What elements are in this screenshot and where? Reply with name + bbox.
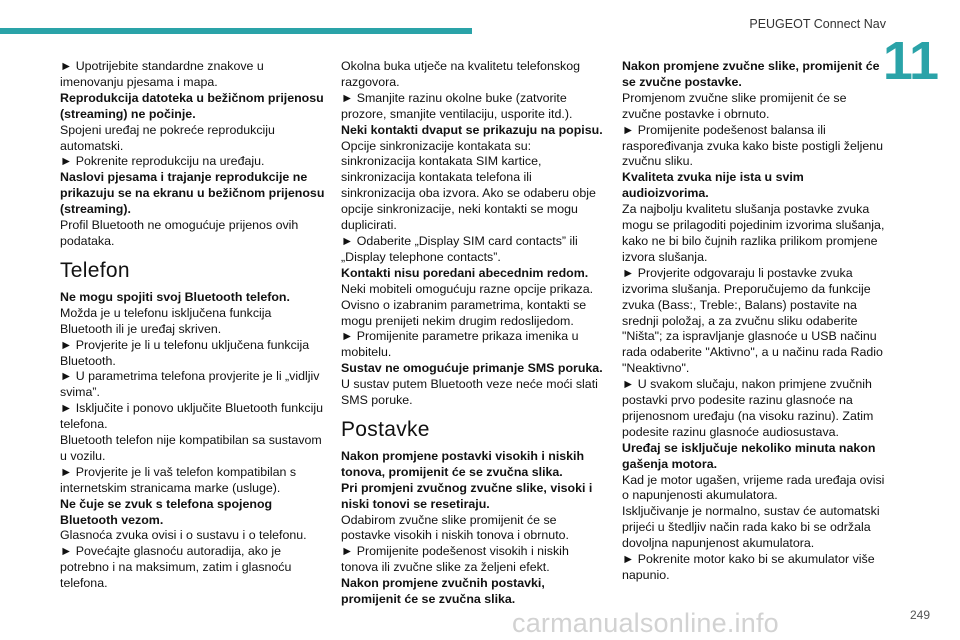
- body-paragraph: ► Provjerite je li u telefonu uključena funkcija Bluetooth.: [60, 337, 310, 368]
- body-paragraph: Odabirom zvučne slike promijenit će se postavke visokih i niskih tonova i obrnuto.: [341, 512, 569, 543]
- body-paragraph: Bluetooth telefon nije kompatibilan sa sustavom u vozilu.: [60, 433, 322, 463]
- text-column-3: [622, 59, 888, 584]
- body-paragraph: Promjenom zvučne slike promijenit će se zvučne postavke i obrnuto.: [622, 90, 847, 121]
- body-paragraph: ► Provjerite je li vaš telefon kompatibilan s internetskim stranicama marke (usluge).: [60, 464, 297, 495]
- question-heading: Kontakti nisu poredani abecednim redom.: [341, 265, 589, 280]
- chapter-number: 11: [882, 31, 938, 91]
- question-heading: Kvaliteta zvuka nije ista u svim audioizvorima.: [622, 170, 804, 201]
- page-number: 249: [909, 608, 930, 622]
- body-paragraph: Neki mobiteli omogućuju razne opcije prikaza. Ovisno o izabranim parametrima, kontakti se mogu prenijeti nekim drugim redoslijedom.: [341, 281, 594, 328]
- body-paragraph: ► Pokrenite motor kako bi se akumulator više napunio.: [622, 552, 875, 582]
- question-heading: Ne čuje se zvuk s telefona spojenog Bluetooth vezom.: [60, 496, 273, 527]
- question-heading: Nakon promjene postavki visokih i niskih tonova, promijenit će se zvučna slika.: [341, 448, 585, 479]
- body-paragraph: ► U parametrima telefona provjerite je li „vidljiv svima”.: [60, 369, 320, 400]
- question-heading: Naslovi pjesama i trajanje reprodukcije ne prikazuju se na ekranu u bežičnom prijenosu (streaming).: [60, 170, 325, 217]
- body-paragraph: ► Promijenite podešenost balansa ili raspoređivanja zvuka kako biste postigli željenu zvučnu sliku.: [622, 122, 884, 169]
- question-heading: Uređaj se isključuje nekoliko minuta nakon gašenja motora.: [622, 440, 876, 471]
- body-paragraph: U sustav putem Bluetooth veze neće moći slati SMS poruke.: [341, 377, 598, 408]
- body-paragraph: Glasnoća zvuka ovisi i o sustavu i o telefonu.: [60, 528, 307, 543]
- body-paragraph: ► Upotrijebite standardne znakove u imenovanju pjesama i mapa.: [60, 59, 264, 89]
- body-paragraph: Za najbolju kvalitetu slušanja postavke zvuka mogu se prilagoditi pojedinim izvorima slušanja, kako ne bi bilo čujnih razlika prilikom promjene izvora slušanja.: [622, 202, 885, 264]
- body-paragraph: ► Promijenite parametre prikaza imenika u mobitelu.: [341, 329, 579, 360]
- body-paragraph: Isključivanje je normalno, sustav će automatski prijeći u štedljiv način rada kako bi se održala dovoljna napunjenost akumulatora.: [622, 504, 880, 551]
- question-heading: Pri promjeni zvučnog zvučne slike, visoki i niski tonovi se resetiraju.: [341, 480, 593, 511]
- watermark: carmanualsonline.info: [512, 608, 779, 638]
- body-paragraph: Možda je u telefonu isključena funkcija Bluetooth ili je uređaj skriven.: [60, 305, 272, 336]
- question-heading: Nakon promjene zvučnih postavki, promijenit će se zvučna slika.: [341, 576, 545, 607]
- body-paragraph: ► Odaberite „Display SIM card contacts” ili „Display telephone contacts”.: [341, 233, 578, 264]
- body-paragraph: Okolna buka utječe na kvalitetu telefonskog razgovora.: [341, 59, 581, 89]
- body-paragraph: Profil Bluetooth ne omogućuje prijenos ovih podataka.: [60, 218, 299, 248]
- section-heading: Telefon: [60, 258, 130, 282]
- body-paragraph: Kad je motor ugašen, vrijeme rada uređaja ovisi o napunjenosti akumulatora.: [622, 472, 885, 503]
- body-paragraph: ► Promijenite podešenost visokih i niskih tonova ili zvučne slike za željeni efekt.: [341, 544, 569, 575]
- header-title: PEUGEOT Connect Nav: [749, 17, 886, 31]
- section-heading: Postavke: [341, 417, 430, 441]
- body-paragraph: ► Isključite i ponovo uključite Bluetooth funkciju telefona.: [60, 401, 323, 432]
- body-paragraph: ► Provjerite odgovaraju li postavke zvuka izvorima slušanja. Preporučujemo da funkcije zvuka (Bass:, Treble:, Balans) postavite na srednji položaj, a za zvučnu sliku odaberite "Ništa"; za ispravljanje glasnoće u USB načinu rada odaberite "Aktivno", a u načinu rada Radio "Neaktivno".: [622, 265, 883, 376]
- body-paragraph: ► U svakom slučaju, nakon primjene zvučnih postavki prvo podesite razinu glasnoće na prijenosnom uređaju (na visoku razinu). Zatim podesite razinu glasnoće audiosustava.: [622, 377, 874, 439]
- body-paragraph: ► Smanjite razinu okolne buke (zatvorite prozore, smanjite ventilaciju, usporite itd.).: [341, 90, 573, 121]
- question-heading: Neki kontakti dvaput se prikazuju na popisu.: [341, 122, 603, 137]
- question-heading: Sustav ne omogućuje primanje SMS poruka.: [341, 361, 603, 376]
- body-paragraph: ► Pokrenite reprodukciju na uređaju.: [60, 154, 265, 169]
- question-heading: Ne mogu spojiti svoj Bluetooth telefon.: [60, 289, 290, 304]
- text-column-1: [60, 59, 326, 592]
- body-paragraph: ► Povećajte glasnoću autoradija, ako je potrebno i na maksimum, zatim i glasnoću telefona.: [60, 544, 292, 591]
- body-paragraph: Spojeni uređaj ne pokreće reprodukciju automatski.: [60, 122, 275, 153]
- text-column-2: [341, 59, 605, 608]
- question-heading: Nakon promjene zvučne slike, promijenit će se zvučne postavke.: [622, 59, 880, 89]
- header-accent-bar: [0, 28, 472, 34]
- question-heading: Reprodukcija datoteka u bežičnom prijenosu (streaming) ne počinje.: [60, 90, 324, 121]
- body-paragraph: Opcije sinkronizacije kontakata su: sinkronizacija kontakata SIM kartice, sinkronizacija kontakata telefona ili sinkronizacija oba izvora. Ako se odaberu obje opcije sinkronizacije, neki kontakti se mogu duplicirati.: [341, 138, 596, 233]
